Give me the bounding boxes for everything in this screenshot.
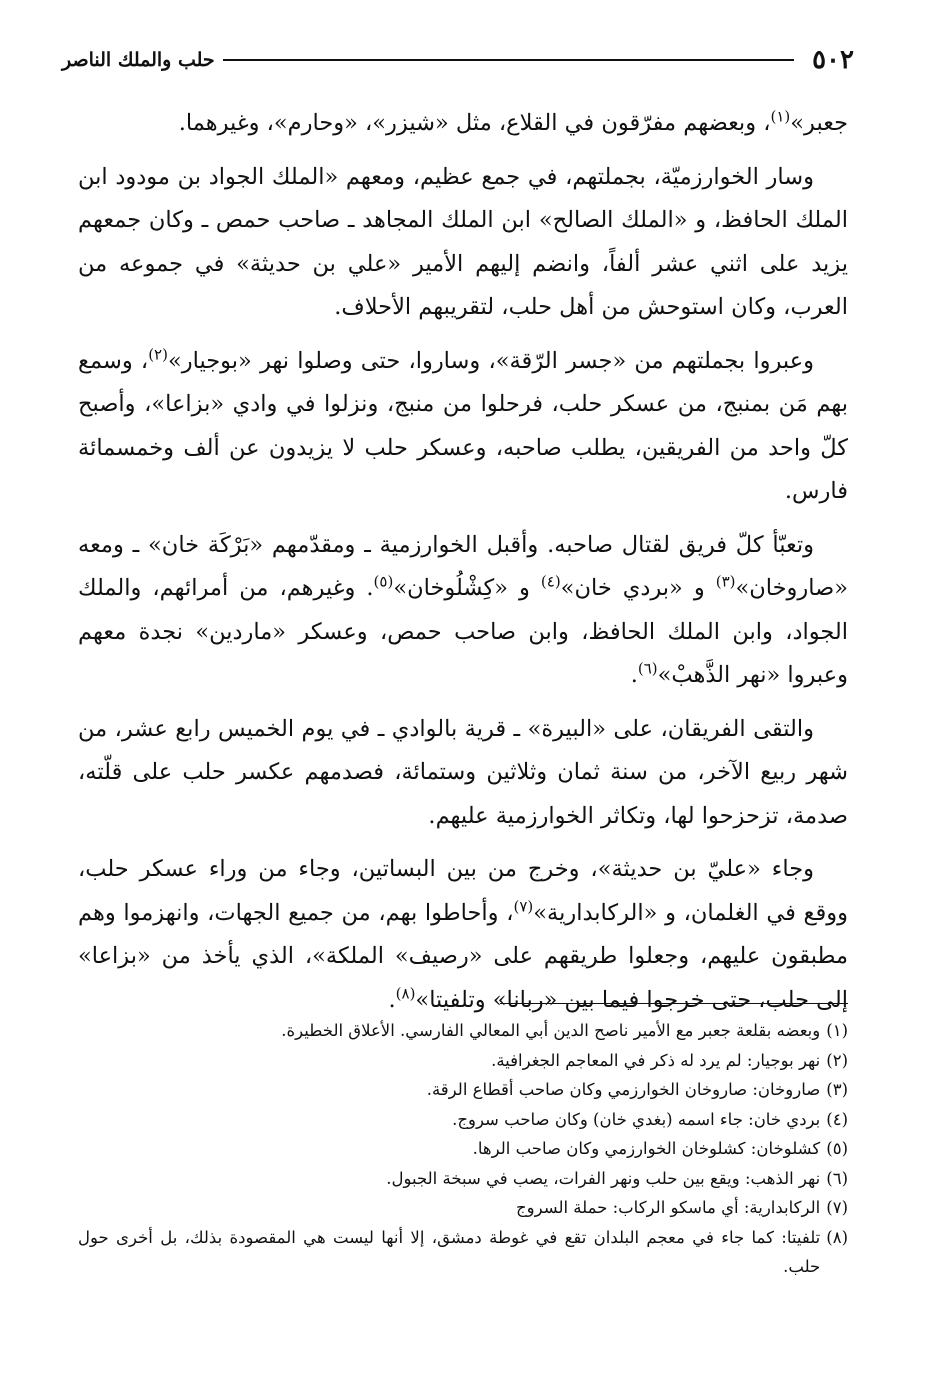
footnote-item <box>78 1134 848 1164</box>
footnote-number: (٥) <box>826 1139 848 1158</box>
text-run: و «بردي خان» <box>560 575 716 601</box>
footnote-item <box>78 1046 848 1076</box>
footnote-ref: (٨) <box>395 984 416 1002</box>
footnote-ref: (٦) <box>637 659 658 678</box>
text-run: ، وبعضهم مفرّقون في القلاع، مثل «شيزر»، «وحارم»، وغيرهما. <box>178 110 771 136</box>
footnote-ref: (٧) <box>513 897 534 915</box>
footnotes <box>78 1016 848 1282</box>
footnote-text: صاروخان: صاروخان الخوارزمي وكان صاحب أقطاع الرقة. <box>426 1080 821 1099</box>
running-title: حلب والملك الناصر <box>62 49 215 71</box>
footnote-item <box>78 1016 848 1046</box>
text-run: وتعبّأ كلّ فريق لقتال صاحبه. وأقبل الخوارزمية ـ ومقدّمهم «بَرْكَة خان» ـ ومعه «صاروخان» <box>78 531 848 601</box>
text-run: و «كِشْلُوخان» <box>393 575 541 601</box>
footnote-text: تلفيتا: كما جاء في معجم البلدان تقع في غوطة دمشق، إلا أنها ليست هي المقصودة بذلك، بل أخرى حول حلب. <box>78 1227 821 1276</box>
paragraph-5: والتقى الفريقان، على «البيرة» ـ قرية بالوادي ـ في يوم الخميس رابع عشر، من شهر ربيع الآخر، من سنة ثمان وثلاثين وستمائة، فصدمهم عكسر حلب على قلّته، صدمة، تزحزحوا لها، وتكاثر الخوارزمية عليهم. <box>78 715 848 829</box>
footnote-text: نهر بوجيار: لم يرد له ذكر في المعاجم الجغرافية. <box>491 1050 821 1070</box>
footnote-item <box>78 1075 848 1105</box>
footnote-number: (١) <box>826 1021 848 1040</box>
footnote-number: (٤) <box>826 1109 848 1129</box>
text-run: . <box>630 662 638 688</box>
main-text <box>78 102 848 1032</box>
footnote-text: نهر الذهب: ويقع بين حلب ونهر الفرات، يصب في سبخة الجبول. <box>386 1168 821 1188</box>
page-header <box>62 40 854 80</box>
footnote-number: (٨) <box>826 1227 848 1247</box>
paragraph-1 <box>78 102 848 146</box>
footnote-ref: (٢) <box>148 345 168 363</box>
footnote-text: بردي خان: جاء اسمه (بغدي خان) وكان صاحب سروج. <box>452 1109 821 1129</box>
text-run: ، وسمع بهم مَن بمنبج، من عسكر حلب، فرحلوا من منبج، ونزلوا في وادي «بزاعا»، وأصبح كلّ واحد من الفريقين، يطلب صاحبه، وعسكر حلب لا يزيدون عن ألف وخمسمائة فارس. <box>78 347 848 504</box>
footnote-text: وبعضه بقلعة جعبر مع الأمير ناصح الدين أبي المعالي الفارسي. الأعلاق الخطيرة. <box>281 1021 821 1040</box>
header-rule <box>223 59 794 61</box>
text-run: . <box>388 986 396 1013</box>
footnote-ref: (٤) <box>540 572 561 591</box>
footnote-item <box>78 1164 848 1194</box>
text-run: . وغيرهم، من أمرائهم، والملك الجواد، وابن الملك الحافظ، وابن صاحب حمص، وعسكر «ماردين» نجدة معهم وعبروا «نهر الذَّهبْ» <box>78 575 848 688</box>
paragraph-6 <box>78 848 848 1022</box>
footnote-ref: (١) <box>770 107 791 126</box>
footnote-text: كشلوخان: كشلوخان الخوارزمي وكان صاحب الرها. <box>472 1139 821 1158</box>
footnote-number: (٢) <box>826 1050 848 1070</box>
paragraph-4 <box>78 524 848 698</box>
footnote-item <box>78 1223 848 1282</box>
footnote-ref: (٥) <box>373 572 394 591</box>
footnote-item <box>78 1105 848 1135</box>
footnote-separator <box>500 1003 848 1004</box>
paragraph-3 <box>78 340 848 514</box>
text-run: وعبروا بجملتهم من «جسر الرّقة»، وساروا، حتى وصلوا نهر «بوجيار» <box>167 347 815 374</box>
footnote-ref: (٣) <box>715 572 736 591</box>
text-run: وجاء «عليّ بن حديثة»، وخرج من بين البساتين، وجاء من وراء عسكر حلب، ووقع في الغلمان، و «الركابدارية» <box>78 856 848 926</box>
footnote-item <box>78 1193 848 1223</box>
page-number: ٥٠٢ <box>812 45 854 75</box>
footnote-text: الركابدارية: أي ماسكو الركاب: حملة السروج <box>516 1198 821 1217</box>
text-run: جعبر» <box>790 110 848 136</box>
text-run: ، وأحاطوا بهم، من جميع الجهات، وانهزموا وهم مطبقون عليهم، وجعلوا طريقهم على «رصيف» الملكة»، الذي يأخذ من «بزاعا» إلى حلب، حتى خرجوا فيما بين «ربانا» وتلفيتا» <box>78 899 848 1013</box>
footnote-number: (٣) <box>826 1080 848 1099</box>
footnote-number: (٧) <box>826 1198 848 1217</box>
footnote-number: (٦) <box>826 1168 848 1188</box>
paragraph-2: وسار الخوارزميّة، بجملتهم، في جمع عظيم، ومعهم «الملك الجواد بن مودود ابن الملك الحافظ، و «الملك الصالح» ابن الملك المجاهد ـ صاحب حمص ـ وكان جمعهم يزيد على اثني عشر ألفاً، وانضم إليهم الأمير «علي بن حديثة» في جموعه من العرب، وكان استوحش من أهل حلب، لتقريبهم الأحلاف. <box>78 163 848 320</box>
